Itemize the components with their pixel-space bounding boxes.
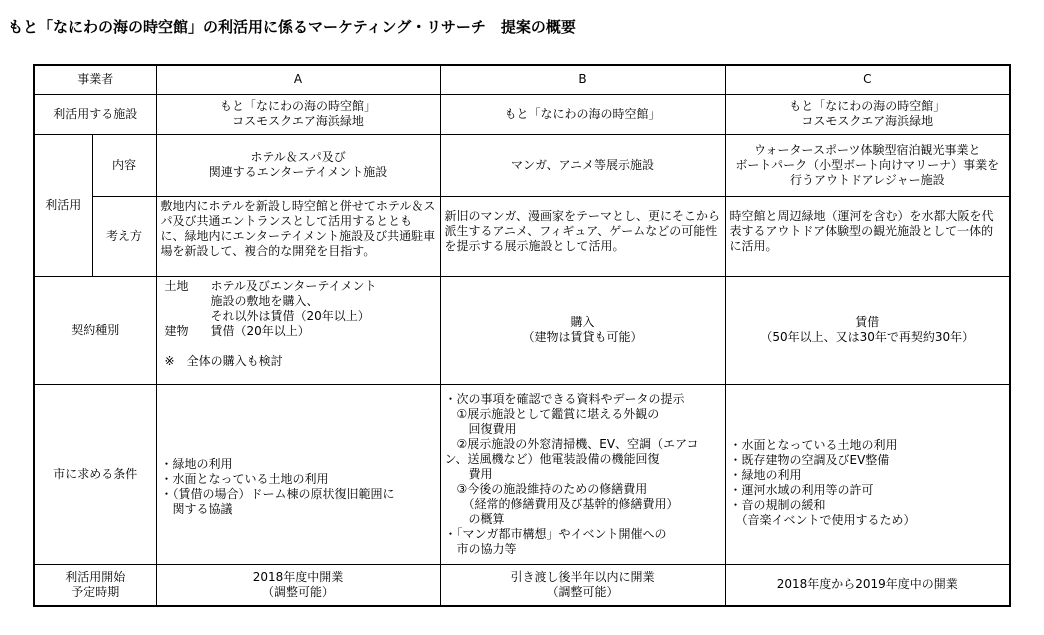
contract-c: 賃借 （50年以上、又は30年で再契約30年） — [725, 276, 1010, 384]
contract-b: 購入 （建物は賃貸も可能） — [440, 276, 725, 384]
start-c: 2018年度から2019年度中の開業 — [725, 564, 1010, 606]
page-title: もと「なにわの海の時空館」の利活用に係るマーケティング・リサーチ 提案の概要 — [8, 18, 576, 36]
facility-label: 利活用する施設 — [34, 94, 156, 134]
facility-b: もと「なにわの海の時空館」 — [440, 94, 725, 134]
contract-note: ※ 全体の購入も検討 — [164, 353, 283, 368]
start-label: 利活用開始 予定時期 — [34, 564, 156, 606]
header-row — [34, 65, 1010, 94]
concept-c: 時空館と周辺緑地（運河を含む）を水都大阪を代表するアウトドア体験型の観光施設として一体的に活用。 — [725, 196, 1010, 276]
content-row — [34, 134, 1010, 196]
land-label: 土地 — [164, 278, 189, 293]
utilization-label: 利活用 — [34, 134, 92, 276]
start-b: 引き渡し後半年以内に開業 （調整可能） — [440, 564, 725, 606]
building-label: 建物 — [164, 323, 189, 338]
start-a: 2018年度中開業 （調整可能） — [156, 564, 440, 606]
facility-a: もと「なにわの海の時空館」 コスモスクエア海浜緑地 — [156, 94, 440, 134]
conditions-c: ・水面となっている土地の利用 ・既存建物の空調及びEV整備 ・緑地の利用 ・運河水域の利用等の許可 ・音の規制の緩和 （音楽イベントで使用するため） — [725, 384, 1010, 564]
content-a: ホテル＆スパ及び 関連するエンターテイメント施設 — [156, 134, 440, 196]
land-line-2: 施設の敷地を購入、 — [210, 293, 319, 308]
land-line-3: それ以外は賃借（20年以上） — [210, 308, 370, 323]
facility-row — [34, 94, 1010, 134]
contract-label: 契約種別 — [34, 276, 156, 384]
conditions-label: 市に求める条件 — [34, 384, 156, 564]
content-b: マンガ、アニメ等展示施設 — [440, 134, 725, 196]
contract-a — [156, 276, 440, 384]
header-c: C — [725, 65, 1010, 94]
conditions-b: ・次の事項を確認できる資料やデータの提示 ①展示施設として鑑賞に堪える外観の 回復費用 ②展示施設の外窓清掃機、EV、空調（エアコン、送風機など）他電装設備の機能回復 費用 ③今後の施設維持のための修繕費用 （経常的修繕費用及び基幹的修繕費用） の概算 ・「マンガ都市構想」やイベント開催への 市の協力等 — [440, 384, 725, 564]
conditions-a: ・緑地の利用 ・水面となっている土地の利用 ・（賃借の場合）ドーム棟の原状復旧範囲に 関する協議 — [156, 384, 440, 564]
land-line-1: ホテル及びエンターテイメント — [210, 278, 377, 293]
concept-row — [34, 196, 1010, 276]
concept-label: 考え方 — [92, 196, 156, 276]
content-label: 内容 — [92, 134, 156, 196]
concept-a: 敷地内にホテルを新設し時空館と併せてホテル＆スパ及び共通エントランスとして活用するとともに、緑地内にエンターテイメント施設及び共通駐車場を新設して、複合的な開発を目指す。 — [156, 196, 440, 276]
conditions-row — [34, 384, 1010, 564]
building-line: 賃借（20年以上） — [210, 323, 310, 338]
contract-row — [34, 276, 1010, 384]
header-label: 事業者 — [34, 65, 156, 94]
start-row — [34, 564, 1010, 606]
concept-b: 新旧のマンガ、漫画家をテーマとし、更にそこから派生するアニメ、フィギュア、ゲームなどの可能性を提示する展示施設として活用。 — [440, 196, 725, 276]
header-a: A — [156, 65, 440, 94]
content-c: ウォータースポーツ体験型宿泊観光事業と ボートパーク（小型ボート向けマリーナ）事業を 行うアウトドアレジャー施設 — [725, 134, 1010, 196]
header-b: B — [440, 65, 725, 94]
facility-c: もと「なにわの海の時空館」 コスモスクエア海浜緑地 — [725, 94, 1010, 134]
proposal-table — [33, 64, 1011, 607]
